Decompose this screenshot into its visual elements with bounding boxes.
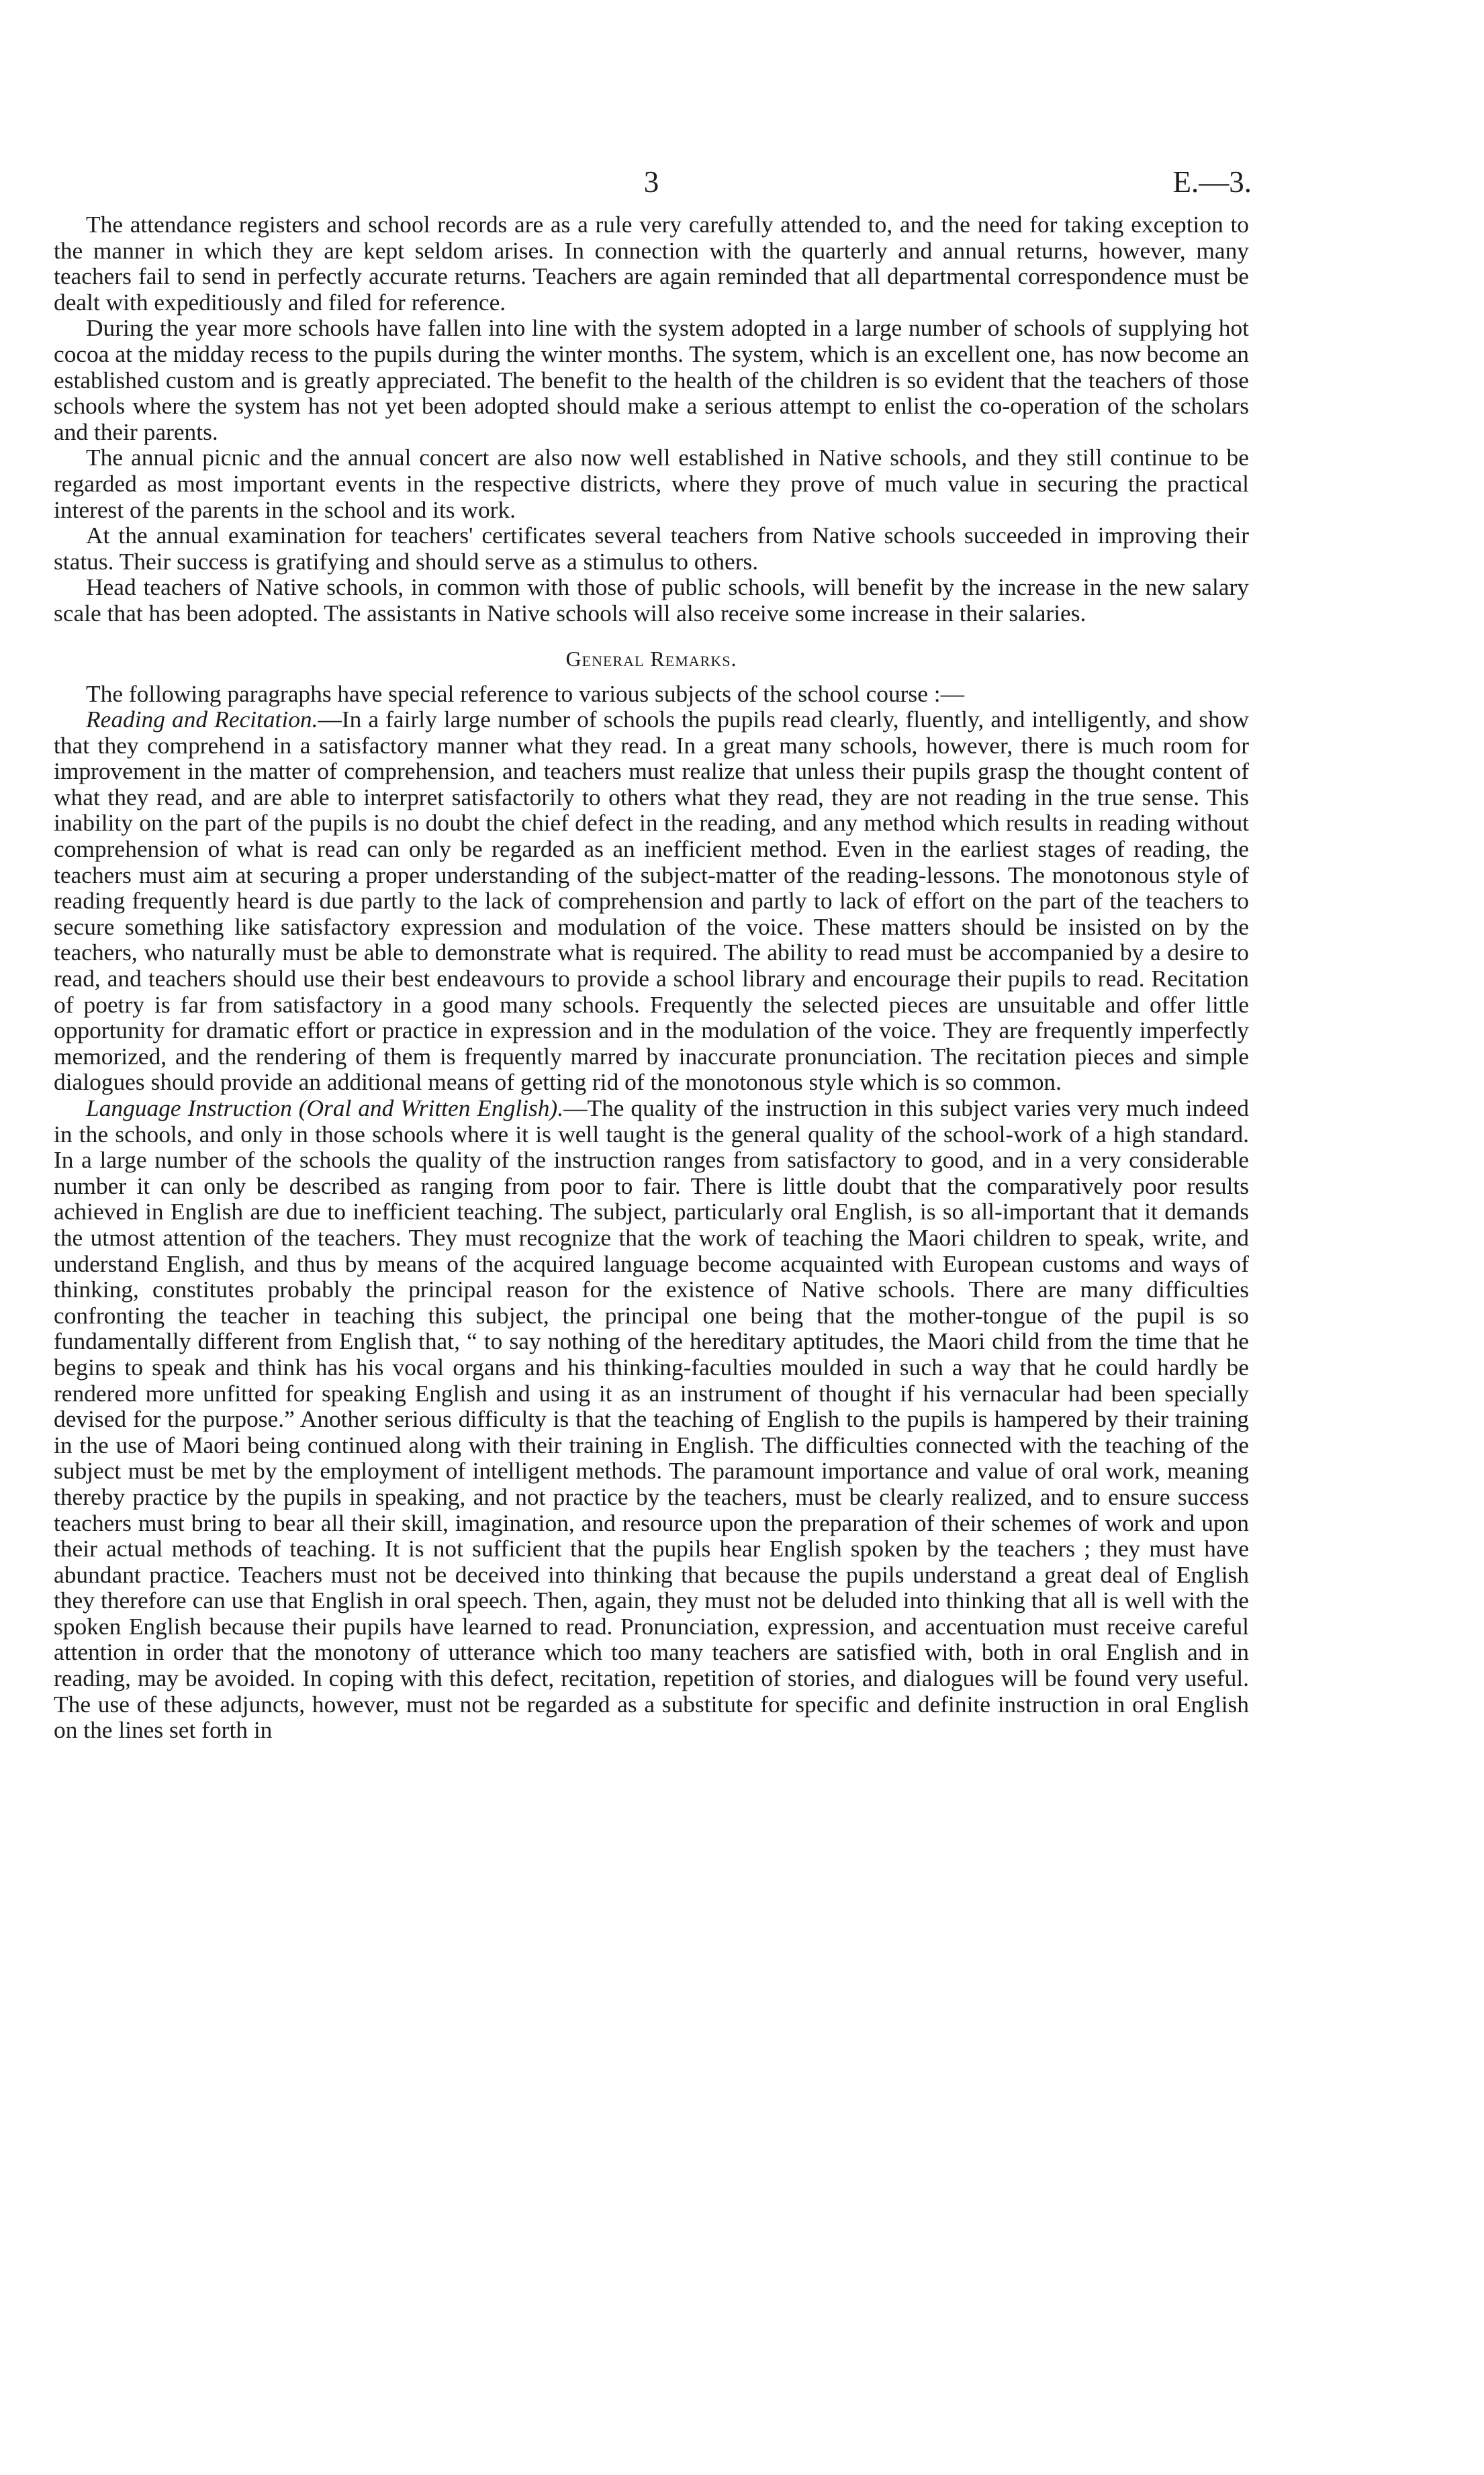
paragraph-attendance-registers: The attendance registers and school records are as a rule very carefully attended to, and the need for taking exception to the manner in which they are kept seldom arises. In connection with the quarterly and annual returns, however, many teachers fail to send in perfectly accurate returns. Teachers are again reminded that all departmental correspondence must be dealt with expeditiously and filed for reference. [54,211,1249,316]
text-language-instruction: —The quality of the instruction in this subject varies very much indeed in the schools, and only in those schools where it is well taught is the general quality of the school-work of a high standard. In a large number of the schools the quality of the instruction ranges from satisfactory to good, and in a very considerable number it can only be described as ranging from poor to fair. There is little doubt that the comparatively poor results achieved in English are due to inefficient teaching. The subject, particularly oral English, is so all-important that it demands the utmost attention of the teachers. They must recognize that the work of teaching the Maori children to speak, write, and understand English, and thus by means of the acquired language become acquainted with European customs and ways of thinking, constitutes probably the principal reason for the existence of Native schools. There are many difficulties confronting the teacher in teaching this subject, the principal one being that the mother-tongue of the pupil is so fundamentally different from English that, “ to say nothing of the hereditary aptitudes, the Maori child from the time that he begins to speak and think has his vocal organs and his thinking-faculties moulded in such a way that he could hardly be rendered more unfitted for speaking English and using it as an instrument of thought if his vernacular had been specially devised for the purpose.” Another serious difficulty is that the teaching of English to the pupils is hampered by their training in the use of Maori being continued along with their training in English. The difficulties connected with the teaching of the subject must be met by the employment of intelligent methods. The paramount importance and value of oral work, meaning thereby practice by the pupils in speaking, and not practice by the teachers, must be clearly realized, and to ensure success teachers must bring to bear all their skill, imagination, and resource upon the preparation of their schemes of work and upon their actual methods of teaching. It is not sufficient that the pupils hear English spoken by the teachers ; they must have abundant practice. Teachers must not be deceived into thinking that because the pupils understand a great deal of English they therefore can use that English in oral speech. Then, again, they must not be deluded into thinking that all is well with the spoken English because their pupils have learned to read. Pronunciation, expression, and accentuation must receive careful attention in order that the monotony of utterance which too many teachers are satisfied with, both in oral English and in reading, may be avoided. In coping with this defect, recitation, repetition of stories, and dialogues will be found very useful. The use of these adjuncts, however, must not be regarded as a substitute for specific and definite instruction in oral English on the lines set forth in [54,1094,1249,1744]
paragraph-intro: The following paragraphs have special reference to various subjects of the school course :— [86,680,965,707]
document-reference: E.—3. [1172,165,1252,199]
lead-language-instruction: Language Instruction (Oral and Written English). [86,1094,564,1121]
paragraph-hot-cocoa: During the year more schools have fallen into line with the system adopted in a large number of schools of supplying hot cocoa at the midday recess to the pupils during the winter months. The system, which is an excellent one, has now become an established custom and is greatly appreciated. The benefit to the health of the children is so evident that the teachers of those schools where the system has not yet been adopted should make a serious attempt to enlist the co-operation of the scholars and their parents. [54,314,1249,445]
page-header [54,165,1252,212]
body-text [54,212,1249,1743]
document-page [54,165,1252,1744]
paragraph-reading-recitation [54,706,1249,1095]
text-reading-recitation: —In a fairly large number of schools the pupils read clearly, fluently, and intelligently, and show that they comprehend in a satisfactory manner what they read. In a great many schools, however, there is much room for improvement in the matter of comprehension, and teachers must realize that unless their pupils grasp the thought content of what they read, and are able to interpret satisfactorily to others what they read, they are not reading in the true sense. This inability on the part of the pupils is no doubt the chief defect in the reading, and any method which results in reading without comprehension of what is read can only be regarded as an inefficient method. Even in the earliest stages of reading, the teachers must aim at securing a proper understanding of the subject-matter of the reading-lessons. The monotonous style of reading frequently heard is due partly to the lack of comprehension and partly to lack of effort on the part of the teachers to secure something like satisfactory expression and modulation of the voice. These matters should be insisted on by the teachers, who naturally must be able to demonstrate what is required. The ability to read must be accompanied by a desire to read, and teachers should use their best endeavours to provide a school library and encourage their pupils to read. Recitation of poetry is far from satisfactory in a good many schools. Frequently the selected pieces are unsuitable and offer little opportunity for dramatic effort or practice in expression and in the modulation of the voice. They are frequently imperfectly memorized, and the rendering of them is frequently marred by inaccurate pronunciation. The recitation pieces and simple dialogues should provide an additional means of getting rid of the monotonous style which is so common. [54,706,1249,1096]
section-heading-general-remarks: General Remarks. [565,646,737,671]
lead-reading-recitation: Reading and Recitation. [86,706,318,733]
paragraph-salary-scale: Head teachers of Native schools, in common with those of public schools, will benefit by the increase in the new salary scale that has been adopted. The assistants in Native schools will also receive some increase in their salaries. [54,573,1249,626]
paragraph-language-instruction [54,1095,1249,1743]
paragraph-teacher-certificates: At the annual examination for teachers' certificates several teachers from Native schools succeeded in improving their status. Their success is gratifying and should serve as a stimulus to others. [54,522,1249,575]
paragraph-picnic-concert: The annual picnic and the annual concert are also now well established in Native schools, and they still continue to be regarded as most important events in the respective districts, where they prove of much value in securing the practical interest of the parents in the school and its work. [54,444,1249,523]
page-number: 3 [643,165,659,199]
